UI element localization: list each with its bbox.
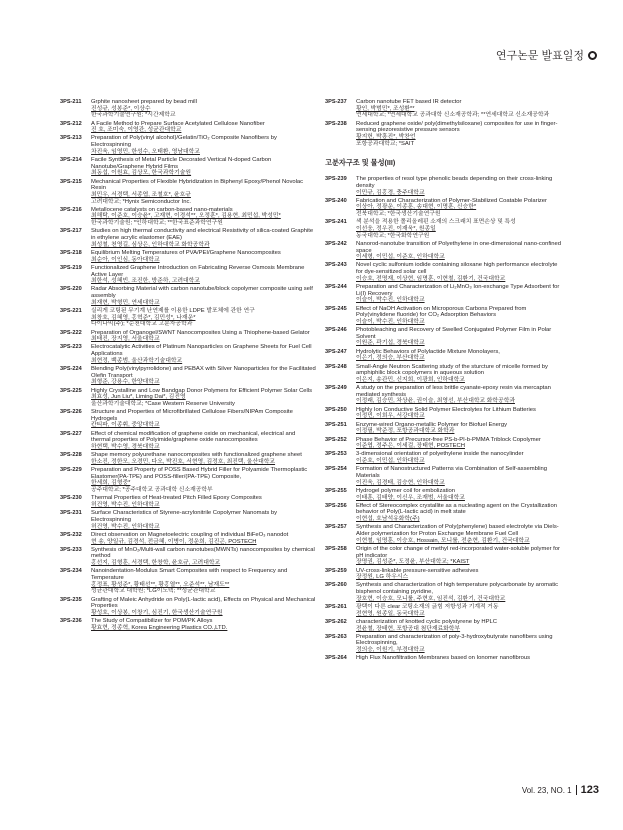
program-entry — [60, 618, 316, 631]
entry-code: 3PS-213 — [60, 135, 82, 142]
right-entries-bottom — [325, 176, 563, 662]
entry-title: Preparation and characterization of poly-3-hydroxybutyrate nanofibers using Electrospinning, — [356, 633, 553, 647]
entry-body — [91, 99, 316, 119]
entry-authors: 한소진, 정한모, 오경민, 다오, 박진호, 서현영, 김정호, 최진택, 울산대학교 — [91, 458, 276, 465]
program-entry — [60, 135, 316, 155]
program-entry — [325, 262, 563, 282]
entry-code: 3PS-238 — [325, 120, 347, 127]
entry-body — [91, 431, 316, 451]
entry-authors: 현 송, 양일규, 김경석, 전금혜, 이병이, 정운희, 김진곤, POSTECH — [91, 538, 257, 545]
entry-code: 3PS-217 — [60, 228, 82, 235]
program-entry — [325, 503, 563, 523]
entry-authors: 이선웅, 정우진, 이재욱*, 원종일 — [356, 225, 436, 232]
entry-affiliation: 포항공과대학교; *SAIT — [356, 140, 415, 147]
program-entry — [325, 655, 563, 662]
program-entry — [325, 619, 563, 632]
entry-affiliation: 울산과학기술대학교; *Case Western Reserve University — [91, 400, 235, 407]
program-entry — [60, 532, 316, 545]
entry-title: characterization of knotted cyclic polystyrene by HPLC — [356, 618, 497, 625]
entry-title: High Flux Nanofiltration Membranes based on Ionomer nanofibrous — [356, 655, 531, 662]
entry-code: 3PS-259 — [325, 567, 347, 574]
program-entry — [325, 634, 563, 654]
entry-body — [356, 176, 563, 196]
entry-authors: 이정필, 박준정, 포항공과대학교 화학과 — [356, 428, 455, 435]
program-entry — [325, 241, 563, 261]
entry-title: Highly Crystalline and Low Bandgap Donor Polymers for Efficient Polymer Solar Cells — [91, 387, 313, 394]
page-footer — [522, 784, 599, 796]
entry-authors: 전윤철, 장태현, 포항공대 첨단재료화학부 — [356, 625, 461, 632]
entry-authors: 허건영, 박수진, 인하대학교 — [91, 502, 160, 509]
entry-title: Small-Angle Neutron Scattering study of the sturcture of micelle formed by amphiphilic block copolymers in aqueous solution — [356, 363, 548, 377]
entry-code: 3PS-232 — [60, 531, 82, 538]
entry-body — [91, 409, 316, 429]
entry-title: Novel cyclic sulfonium iodide containing siloxane high performance electrolyte for dye-sensitized solar cell — [356, 262, 558, 276]
program-entry — [60, 431, 316, 451]
entry-body — [91, 495, 316, 508]
entry-body — [91, 618, 316, 631]
entry-code: 3PS-220 — [60, 286, 82, 293]
entry-code: 3PS-241 — [325, 219, 347, 226]
entry-body — [91, 568, 316, 595]
entry-affiliation: 다이나믹(주); *순천대학교 고분자공학과 — [91, 321, 193, 328]
entry-code: 3PS-225 — [60, 387, 82, 394]
entry-authors: 최창호, 김혜영, 홍혁준*, 김민성*, 나재운* — [91, 314, 196, 321]
entry-title: Direct observation on Magnetoelectric coupling of individual BiFeO₃ nanodot — [91, 531, 289, 538]
entry-authors: 홍선지, 김형훈, 서경택, 한창학, 윤호규, 고려대학교 — [91, 560, 221, 567]
entry-title: Enzyme-wired Organo-metallic Polymer for Biofuel Energy — [356, 421, 508, 428]
entry-title: Preparation and Characterization of Li₂MnO₃ Ion-exchange Type Adsorbent for Li(I) Recovery — [356, 284, 560, 297]
entry-title: Synthesis and characterization of high temperature polycarbonate by aromatic bisphenol containing pyridine, — [356, 582, 559, 596]
program-entry — [60, 265, 316, 285]
entry-body — [356, 198, 563, 218]
entry-code: 3PS-231 — [60, 510, 82, 517]
entry-title: Preparation of Organogel/SWNT Nanocomposites Using a Thiophene-based Gelator — [91, 329, 310, 336]
entry-title: Preparation of Poly(vinyl alcohol)/Gelatin/TiO₂ Composite Nanofibers by Electrospinning — [91, 135, 277, 149]
entry-body — [356, 568, 563, 581]
program-entry — [60, 452, 316, 465]
entry-body — [356, 619, 563, 632]
entry-body — [91, 597, 316, 617]
entry-code: 3PS-214 — [60, 157, 82, 164]
program-entry — [60, 157, 316, 177]
entry-authors: 황효현, 정종혁, Korea Engineering Plastics CO.,LTD. — [91, 624, 228, 631]
entry-authors: 이세형, 이민섭, 이준호, 인하대학교 — [356, 254, 445, 261]
entry-title: Reduced graphene oxide/ poly(dimethylsiloxane) composites for use in finger-sensing piezoresistive pressure sensors — [356, 120, 558, 134]
entry-affiliation: 한국과학기술연구원; *시간제학교 — [91, 112, 176, 119]
entry-authors: 한세희, 김형중* — [91, 480, 131, 487]
entry-authors: 장호현, 이승호, 모니룰, 주현호, 임진석, 김환기, 건국대학교 — [356, 595, 506, 602]
entry-authors: 최한석, 성혜빈, 조진한, 방준하, 고려대학교 — [91, 278, 200, 285]
entry-body — [356, 466, 563, 486]
entry-title: Equilibrium Melting Temperatures of PVA/PEI/Graphene Nanocomposites — [91, 249, 281, 256]
entry-body — [91, 286, 316, 306]
entry-code: 3PS-219 — [60, 264, 82, 271]
entry-code: 3PS-247 — [325, 348, 347, 355]
entry-code: 3PS-221 — [60, 307, 82, 314]
entry-authors: 진 호, 조미숙, 이영관, 성균관대학교 — [91, 127, 182, 134]
entry-authors: 이상아, 정광운, 이종훈, 송대현, 이명훈, 신승한* — [356, 204, 477, 211]
entry-title: Nanorod-nanotube transition of Polyethylene in one-dimensional nano-confined space — [356, 240, 561, 254]
entry-title: Photobleaching and Recovery of Swelled Conjugated Polymer Film in Polar Solvent — [356, 327, 552, 340]
entry-code: 3PS-264 — [325, 655, 347, 662]
entry-body — [356, 503, 563, 523]
entry-title: Mechanical Properties of Flexible Hybridization in Biphenyl Epoxy/Phenol Novolac Resin — [91, 178, 304, 192]
entry-body — [356, 327, 563, 347]
entry-authors: 최동섭, 이원효, 김상모, 한국과학기술원 — [91, 170, 192, 177]
entry-affiliation: 고려대학교; *Hynix Semiconductor Inc. — [91, 198, 192, 205]
entry-code: 3PS-222 — [60, 329, 82, 336]
entry-code: 3PS-234 — [60, 568, 82, 575]
program-entry — [325, 437, 563, 450]
entry-title: Carbon nanotube FET based IR detector — [356, 99, 462, 105]
entry-title: Synthesis and Characterization of Poly(phenylene) based electrolyte via Diels-Alder polymerization for Proton Exchange Membrane Fuel Cell — [356, 524, 559, 538]
section-title: 고분자구조 및 물성(III) — [325, 158, 396, 168]
entry-authors: 전현영, 원종일, 동국대학교 — [356, 610, 425, 617]
program-entry — [325, 488, 563, 501]
entry-authors: 황지헌, 박흥진*, 박찬언 — [356, 133, 416, 140]
program-entry — [325, 284, 563, 304]
program-entry — [325, 198, 563, 218]
entry-code: 3PS-262 — [325, 618, 347, 625]
entry-code: 3PS-223 — [60, 344, 82, 351]
program-entry — [60, 510, 316, 530]
entry-body — [356, 634, 563, 654]
entry-code: 3PS-211 — [60, 99, 82, 105]
entry-body — [356, 655, 563, 662]
entry-authors: 장명권, 김성준*, 도정윤, 부산대학교; *KAIST — [356, 559, 470, 566]
entry-body — [356, 385, 563, 405]
entry-code: 3PS-254 — [325, 466, 347, 473]
entry-affiliation: 성균관대학교 대학원; *LG이노텍; **성균관대학교 — [91, 588, 216, 595]
entry-code: 3PS-249 — [325, 385, 347, 392]
entry-code: 3PS-212 — [60, 120, 82, 127]
program-entry — [325, 451, 563, 464]
program-entry — [325, 407, 563, 420]
program-entry — [325, 176, 563, 196]
footer-divider — [576, 785, 577, 795]
program-entry — [60, 286, 316, 306]
entry-title: A Facile Method to Prepare Surface Acetylated Cellulose Nanofiber — [91, 120, 265, 127]
entry-title: Fabrication and Characterization of Polymer-Stabilized Coatable Polarizer — [356, 197, 547, 204]
program-entry — [60, 568, 316, 595]
entry-affiliation: 연세대학교; *연세대학교 공과대학 신소재공학과; **연세대학교 신소재공학과 — [356, 112, 550, 119]
entry-body — [91, 330, 316, 343]
entry-title: A study on the preparation of less brittle cyanate-epoxy resin via mercaptan mediated synthesis — [356, 385, 551, 398]
entry-code: 3PS-242 — [325, 240, 347, 247]
entry-title: Formation of Nanostructured Patterns via Combination of Self-assembling Materials — [356, 466, 547, 479]
entry-authors: 이은지, 송관민, 신지희, 이광희, 인하대학교 — [356, 376, 465, 383]
entry-title: UV-cross-linkable pressure-sensitive adhesives — [356, 567, 479, 574]
entry-authors: 이현철, 임명훈, 이승호, Hossain, 모니룰, 전춘현, 김환기, 건국대학교 — [356, 537, 530, 544]
entry-affiliation: 한국과학기술원; *인하대학교; **한국표준과학연구원 — [91, 220, 223, 227]
entry-authors: 최효성, Jun Liu*, Liming Dai*, 김진영 — [91, 394, 186, 401]
program-entry — [325, 99, 563, 119]
program-entry — [325, 219, 563, 239]
entry-code: 3PS-229 — [60, 467, 82, 474]
program-entry — [60, 388, 316, 408]
entry-authors: 장정원, LG 하우시스 — [356, 574, 409, 581]
entry-authors: 최형준, 강용수, 한양대학교 — [91, 379, 160, 386]
entry-authors: 이준호, 이민섭, 인하대학교 — [356, 458, 425, 465]
entry-authors: 최민우, 서경택, 서종엽, 조철호*, 윤호규 — [91, 191, 191, 198]
entry-body — [356, 451, 563, 464]
entry-body — [356, 349, 563, 362]
entry-code: 3PS-235 — [60, 596, 82, 603]
entry-title: Origin of the color change of methyl red-incorporated water-soluble polymer for pH indicator — [356, 545, 560, 559]
entry-title: Grafting of Maleic Anhydride on Poly(L-lactic acid), Effects on Physical and Mechanical Properties — [91, 596, 316, 610]
program-entry — [60, 308, 316, 328]
entry-title: 실리게 코팅된 무기계 난연제를 이용한 LDPE 발포체에 관한 연구 — [91, 307, 255, 314]
entry-code: 3PS-228 — [60, 452, 82, 459]
entry-code: 3PS-236 — [60, 618, 82, 625]
entry-title: 색 분석을 적용한 폴리올레핀 소재의 스크래치 표면손상 및 특성 — [356, 219, 516, 226]
entry-authors: 이은기, 정의승, 부산대학교 — [356, 355, 425, 362]
entry-title: Metallocene catalysts on carbon-based nano-materials — [91, 206, 233, 213]
program-entry — [60, 330, 316, 343]
entry-code: 3PS-244 — [325, 284, 347, 290]
entry-code: 3PS-233 — [60, 546, 82, 553]
entry-authors: 이현섭, 호남석유화학(주) — [356, 516, 420, 523]
entry-title: Shape memory polyurethane nanocomposites with functionalized graphene sheet — [91, 452, 302, 459]
header-title: 연구논문 발표일정 — [495, 50, 584, 62]
entry-authors: 이태훈, 김태양, 이신우, 조재범, 서울대학교 — [356, 494, 465, 501]
entry-authors: 이슬이, 박수진, 인하대학교 — [356, 318, 425, 325]
entry-authors: 최순아, 이인심, 동아대학교 — [91, 256, 160, 263]
entry-title: The properties of resol type phenolic beads depending on their cross-linking density — [356, 176, 553, 189]
entry-code: 3PS-218 — [60, 249, 82, 256]
entry-code: 3PS-224 — [60, 366, 82, 372]
entry-title: Effect of NaOH Activation on Microporous Carbons Prepared from Poly(vinylidene fluoride) for CO₂ Adsorption Behaviors — [356, 305, 527, 319]
entry-body — [91, 510, 316, 530]
program-entry — [325, 582, 563, 602]
entry-code: 3PS-260 — [325, 582, 347, 589]
entry-code: 3PS-239 — [325, 176, 347, 183]
entry-code: 3PS-227 — [60, 430, 82, 437]
entry-body — [91, 207, 316, 227]
entry-code: 3PS-230 — [60, 495, 82, 502]
entry-title: 광택이 다른 clear 코팅소재의 긁힘 저항성과 기계적 거동 — [356, 603, 499, 610]
entry-authors: 이진욱, 김경태, 김승현, 인하대학교 — [356, 479, 445, 486]
entry-code: 3PS-258 — [325, 545, 347, 552]
entry-body — [356, 437, 563, 450]
entry-title: The Study of Compatibilizer for POM/PK Alloys — [91, 618, 213, 625]
entry-authors: 황성호, 이상봉, 이창기, 심진기, 한국생산기술연구원 — [91, 609, 223, 616]
entry-code: 3PS-226 — [60, 409, 82, 416]
entry-body — [91, 532, 316, 545]
entry-title: Studies on high thermal conductivity and electrical Resistivity of silica-coated Graphite in ethylene acrylic elastomer (EAE) — [91, 228, 314, 242]
entry-title: Phase Behavior of Precursor-free PS-b-PI-b-PMMA Triblock Copolymer — [356, 436, 541, 443]
entry-authors: 이정래, 김승민, 차상윤, 권이슬, 최영선, 부산대학교 화학공학과 — [356, 398, 515, 405]
entry-authors: 황인, 박범민*, 조성환** — [356, 105, 415, 112]
entry-body — [356, 604, 563, 617]
entry-body — [356, 121, 563, 148]
program-entry — [325, 349, 563, 362]
entry-title: Hydrogel polymer coil for embolization — [356, 487, 456, 494]
program-entry — [60, 121, 316, 134]
entry-authors: 최현정, 백종범, 울산과학기술대학교 — [91, 357, 183, 364]
entry-authors: 이준엽, 정주은, 이세걸, 장태현, POSTECH — [356, 443, 465, 450]
entry-body — [91, 228, 316, 248]
entry-code: 3PS-245 — [325, 305, 347, 312]
entry-code: 3PS-256 — [325, 502, 347, 509]
entry-authors: 허건영, 박수진, 인하대학교 — [91, 523, 160, 530]
entry-affiliation: 전북대학교; *한국생산기술연구원 — [356, 211, 441, 218]
entry-body — [356, 546, 563, 566]
entry-code: 3PS-246 — [325, 327, 347, 334]
entry-body — [356, 488, 563, 501]
program-entry — [60, 250, 316, 263]
program-entry — [60, 547, 316, 567]
entry-title: Highly Ion Conductive Solid Polymer Electrolytes for Lithium Batteries — [356, 406, 536, 413]
entry-authors: 이승호, 전명재, 이상현, 임명훈, 이현철, 김환기, 건국대학교 — [356, 275, 506, 282]
entry-body — [91, 250, 316, 263]
program-entry — [60, 366, 316, 386]
entry-body — [356, 422, 563, 435]
entry-title: Effect of Stereocomplex crystallite as a nucleating agent on the Crystallization behavior of Poly(L-lactic acid) in melt state — [356, 502, 557, 516]
entry-title: Synthesis of MnO₂/Multi-wall carbon nanotubes(MWNTs) nanocomposites by chemical method — [91, 546, 315, 560]
entry-title: Hydrolytic Behaviors of Polylactide Mixture Monolayers, — [356, 348, 500, 355]
entry-code: 3PS-237 — [325, 99, 347, 105]
entry-authors: 최재현, 박형민, 연세대학교 — [91, 299, 160, 306]
entry-code: 3PS-261 — [325, 603, 347, 610]
entry-code: 3PS-252 — [325, 436, 347, 443]
entry-authors: 정의승, 이원기, 부경대학교 — [356, 647, 425, 654]
entry-code: 3PS-263 — [325, 633, 347, 640]
program-entry — [325, 385, 563, 405]
entry-authors: 최성철, 천영길, 심상은, 인하대학교 화학공학과 — [91, 241, 210, 248]
entry-body — [91, 366, 316, 386]
entry-title: Radar Absorbing Material with carbon nanotube/block copolymer composite using self assembly — [91, 286, 313, 300]
entry-authors: 하현택, 박수영, 경북대학교 — [91, 444, 160, 450]
entry-affiliation: 동국대학교; *한국화학연구원 — [356, 232, 430, 239]
entry-body — [91, 467, 316, 494]
right-column — [325, 99, 563, 664]
entry-body — [91, 135, 316, 155]
entry-authors: 이정민, 이희우, 서강대학교 — [356, 413, 425, 420]
entry-authors: 진성규, 성봉준*, 이상수 — [91, 105, 151, 112]
entry-code: 3PS-253 — [325, 451, 347, 458]
program-entry — [325, 422, 563, 435]
entry-code: 3PS-215 — [60, 178, 82, 185]
entry-code: 3PS-250 — [325, 406, 347, 413]
entry-body — [356, 241, 563, 261]
entry-authors: 칸티파, 이종휘, 중앙대학교 — [91, 422, 160, 429]
program-entry — [325, 121, 563, 148]
entry-title: Surface Characteristics of Styrene-acrylonitrile Copolymer Nanomats by Electrospinning — [91, 510, 278, 523]
entry-body — [91, 547, 316, 567]
program-entry — [325, 364, 563, 384]
entry-code: 3PS-255 — [325, 487, 347, 494]
circle-bullet-icon — [588, 51, 597, 60]
entry-authors: 이슬이, 박수진, 인하대학교 — [356, 297, 425, 304]
entry-body — [91, 157, 316, 177]
entry-authors: 최해탁, 이준호, 이승윤*, 고재현, 이경석**, 오정훈*, 김용현, 최민섭, 박성민* — [91, 213, 281, 220]
program-entry — [60, 409, 316, 429]
entry-title: Blending Poly(vinylpyrrolidone) and PEBAX with Silver Nanoparticles for the Facilitated Olefin Transport — [91, 366, 316, 379]
entry-authors: 이원준, 곽기섭, 경북대학교 — [356, 340, 425, 347]
entry-title: Electrocatalytic Activities of Platinum Nanoparticles on Graphene Sheets for Fuel Cell Applications — [91, 344, 312, 358]
program-entry — [325, 306, 563, 326]
entry-title: Thermal Properties of Heat-treated Pitch Filled Epoxy Composites — [91, 495, 262, 502]
entry-body — [356, 262, 563, 282]
left-column — [60, 99, 316, 633]
entry-authors: 차진욱, 임영민, 한성수, 오태환, 영남대학교 — [91, 148, 200, 155]
entry-title: Structure and Properties of Microfibrillated Cellulose Fibers/NIPAm Composite Hydrogels — [91, 409, 293, 422]
entry-title: Preparation and Property of POSS Based Hybrid Filler for Polyamide Thermoplastic Elastomer(PA-TPE) and POSS-filler/(PA-TPE) Composite, — [91, 467, 308, 480]
page-number: 123 — [580, 784, 599, 796]
right-entries-top — [325, 99, 563, 147]
program-entry — [60, 344, 316, 364]
program-entry — [60, 597, 316, 617]
entry-body — [356, 407, 563, 420]
entry-authors: 최태진, 장지영, 서울대학교 — [91, 336, 160, 343]
entry-title: 3-dimensional orientation of polyethylene inside the nanocylinder — [356, 451, 524, 458]
entry-body — [356, 524, 563, 544]
entry-code: 3PS-248 — [325, 363, 347, 370]
entry-body — [356, 364, 563, 384]
entry-affiliation: 공주대학교; *공주대학교 공과대학 신소재공학부 — [91, 487, 213, 494]
entry-code: 3PS-240 — [325, 197, 347, 204]
page-header — [496, 47, 597, 63]
program-entry — [325, 546, 563, 566]
entry-body — [91, 452, 316, 465]
entry-body — [356, 284, 563, 304]
entry-body — [91, 179, 316, 206]
entry-body — [356, 219, 563, 239]
entry-body — [356, 99, 563, 119]
program-entry — [60, 99, 316, 119]
program-entry — [325, 466, 563, 486]
program-entry — [325, 604, 563, 617]
entry-body — [356, 582, 563, 602]
entry-body — [91, 388, 316, 408]
entry-title: Functionalized Graphene Introduction on Fabricating Reverse Osmosis Membrane Active Layer — [91, 264, 305, 278]
program-entry — [60, 495, 316, 508]
program-entry — [60, 179, 316, 206]
entry-title: Grphite nanosheet prepared by bead mill — [91, 99, 197, 105]
entry-body — [91, 265, 316, 285]
entry-body — [91, 344, 316, 364]
entry-title: Nanoindentation-Modulus Smart Composites with respect to Frequency and Temperature — [91, 568, 288, 581]
program-entry — [60, 228, 316, 248]
entry-body — [356, 306, 563, 326]
entry-title: Effect of chemical modification of graphene oxide on mechanical, electrical and thermal properties of Polyimide/graphene oxide nanocomposites — [91, 430, 296, 444]
program-entry — [60, 207, 316, 227]
program-entry — [325, 327, 563, 347]
program-entry — [60, 467, 316, 494]
entry-code: 3PS-216 — [60, 206, 82, 213]
entry-body — [91, 121, 316, 134]
entry-body — [91, 308, 316, 328]
volume-label: Vol. 23, NO. 1 — [521, 785, 572, 795]
entry-authors: 이민규, 김홍경, 충주대학교 — [356, 189, 425, 196]
entry-authors: 홍정표, 황성준*, 황태선**, 황홍열**, 오준석**, 남재도** — [91, 581, 230, 588]
entry-code: 3PS-251 — [325, 421, 347, 428]
program-entry — [325, 524, 563, 544]
program-entry — [325, 568, 563, 581]
entry-code: 3PS-257 — [325, 524, 347, 531]
entry-code: 3PS-243 — [325, 262, 347, 269]
entry-title: Facile Synthesis of Metal Particle Decorated Vertical N-doped Carbon Nanotube/Graphene Hybrid Films — [91, 157, 272, 170]
